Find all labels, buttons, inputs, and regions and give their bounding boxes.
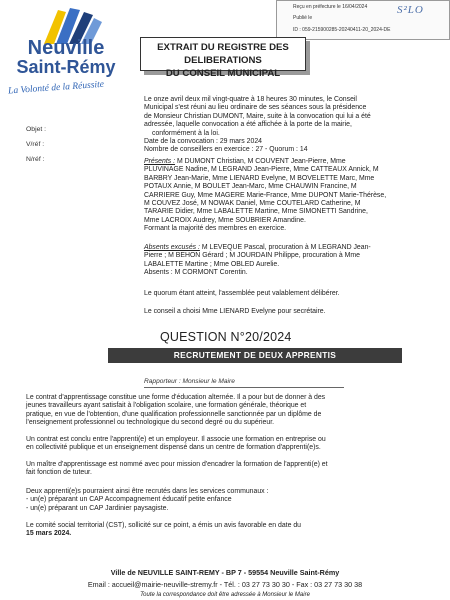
para-line: Un maître d'apprentissage est nommé avec pour mission d'encadrer la formation de l'apprenti(e) et <box>26 461 328 468</box>
para-1 <box>26 394 438 428</box>
rapporteur-rule <box>144 387 344 388</box>
presents-line: BARBRY Jean-Marie, Mme LIENARD Evelyne, M BOVELETTE Marc, Mme <box>144 174 375 182</box>
label-vref: V/réf : <box>26 141 45 148</box>
intro-block <box>144 96 434 155</box>
absents-line: LABALETTE Martine ; Mme OBLED Aurelie. <box>144 260 280 268</box>
para-3 <box>26 461 438 478</box>
document-header <box>140 37 306 79</box>
presents-line: M DUMONT Christian, M COUVENT Jean-Pierre, Mme <box>176 158 346 165</box>
label-objet: Objet : <box>26 126 47 133</box>
intro-line: Date de la convocation : 29 mars 2024 <box>144 138 262 146</box>
stamp-id: ID : 059-215900285-20240411-20_2024-DE <box>293 27 391 33</box>
presents-line: PLUVINAGE Nadine, M LEGRAND Jean-Pierre, Mme CATTEAUX Annick, M <box>144 166 379 174</box>
para-4 <box>26 488 438 513</box>
para-5 <box>26 522 438 539</box>
para-line: 15 mars 2024. <box>26 530 72 538</box>
presents-line: M COUVEZ José, M NOWAK Daniel, Mme COUTELARD Catherine, M <box>144 200 361 208</box>
absents-line: Absents : M CORMONT Corentin. <box>144 269 248 277</box>
presents-label: Présents : <box>144 158 176 165</box>
stamp-mark: S²LO <box>397 4 424 16</box>
intro-line: Municipal s'est réuni au lieu ordinaire de ses séances sous la présidence <box>144 104 367 112</box>
para-line: - un(e) préparant un CAP Accompagnement éducatif petite enfance <box>26 496 232 504</box>
para-line: fait fonction de tuteur. <box>26 469 92 477</box>
para-line: pratique, en vue de l'obtention, d'une qualification professionnelle sanctionnée par un diplôme de <box>26 410 322 418</box>
presents-line: Formant la majorité des membres en exercice. <box>144 225 287 233</box>
absents-label: Absents excusés : <box>144 244 200 251</box>
presents-line: TARARIE Didier, Mme LABALETTE Martine, Mme SIMONETTI Sandrine, <box>144 208 368 216</box>
para-2 <box>26 436 438 453</box>
stamp-published: Publié le <box>293 15 313 21</box>
prefecture-stamp <box>276 0 450 40</box>
logo-tagline: La Volonté de la Réussite <box>7 79 105 97</box>
rapporteur: Rapporteur : Monsieur le Maire <box>144 378 235 385</box>
question-number: QUESTION N°20/2024 <box>160 330 292 344</box>
header-line2: DU CONSEIL MUNICIPAL <box>165 68 281 79</box>
intro-line: conformément à la loi. <box>152 129 220 137</box>
intro-line: Nombre de conseillers en exercice : 27 - Quorum : 14 <box>144 146 308 154</box>
presents-line: Mme LACROIX Audrey, Mme SOUBRIER Amandine. <box>144 216 306 224</box>
header-line1: EXTRAIT DU REGISTRE DES DELIBERATIONS <box>157 42 289 66</box>
label-nref: N/réf : <box>26 156 45 163</box>
absents-line: M LEVEQUE Pascal, procuration à M LEGRAND Jean- <box>199 244 371 251</box>
para-line: jeunes travailleurs ayant satisfait à l'obligation scolaire, une formation générale, théorique et <box>26 402 307 410</box>
quorum-text: Le quorum étant atteint, l'assemblée peut valablement délibérer. <box>144 290 340 297</box>
intro-line: de Monsieur Christian DUMONT, Maire, suite à la convocation qui lui a été <box>144 112 371 120</box>
footer-city: Ville de NEUVILLE SAINT-REMY <box>110 568 220 577</box>
footer-contact <box>0 580 450 589</box>
presents-line: CARRIERE Guy, Mme MAGERE Marie-France, Mme DUPONT Marie-Thérèse, <box>144 191 387 199</box>
stamp-received: Reçu en préfecture le 16/04/2024 <box>293 4 368 10</box>
footer-note: Toute la correspondance doit être adressée à Monsieur le Maire <box>140 592 310 598</box>
presents-block <box>144 158 434 234</box>
absents-line: Pierre ; M BEHON Gérard ; M JOURDAIN Philippe, procuration à Mme <box>144 252 360 260</box>
presents-line: POTAUX Annie, M BOULET Jean-Marc, Mme CHAUWIN Francine, M <box>144 183 357 191</box>
footer-tel: - Tél. : 03 27 73 30 30 - Fax : 03 27 73 30 38 <box>219 580 363 589</box>
para-line: en collectivité publique et un enseignement dispensé dans un centre de formation d'apprenti(e)s. <box>26 444 321 452</box>
logo-name-line1: Neuville <box>27 37 105 59</box>
intro-line: adressée, laquelle convocation a été affichée à la porte de la mairie, <box>144 121 352 129</box>
footer-email[interactable]: Email : accueil@mairie-neuville-stremy.fr <box>87 580 218 589</box>
para-line: Deux apprenti(e)s pourraient ainsi être recrutés dans les services communaux : <box>26 488 269 495</box>
para-line: Le contrat d'apprentissage constitue une forme d'éducation alternée. Il a pour but de donner à des <box>26 394 326 401</box>
para-line: - un(e) préparant un CAP Jardinier paysagiste. <box>26 504 169 512</box>
logo-name-line2: Saint-Rémy <box>16 57 116 77</box>
para-line: l'enseignement professionnel ou technologique du second degré ou du supérieur. <box>26 419 275 427</box>
footer-address <box>0 568 450 577</box>
para-line: Le comité social territorial (CST), sollicité sur ce point, a émis un avis favorable en date du <box>26 522 301 529</box>
para-line: Un contrat est conclu entre l'apprenti(e) et un employeur. Il associe une formation en entreprise ou <box>26 436 326 443</box>
absents-block <box>144 244 434 278</box>
intro-line: Le onze avril deux mil vingt-quatre à 18 heures 30 minutes, le Conseil <box>144 96 357 103</box>
secretary-text: Le conseil a choisi Mme LIENARD Evelyne pour secrétaire. <box>144 308 326 315</box>
footer-bp: - BP 7 - 59554 Neuville Saint-Rémy <box>219 568 340 577</box>
subject-banner: RECRUTEMENT DE DEUX APPRENTIS <box>108 348 402 363</box>
